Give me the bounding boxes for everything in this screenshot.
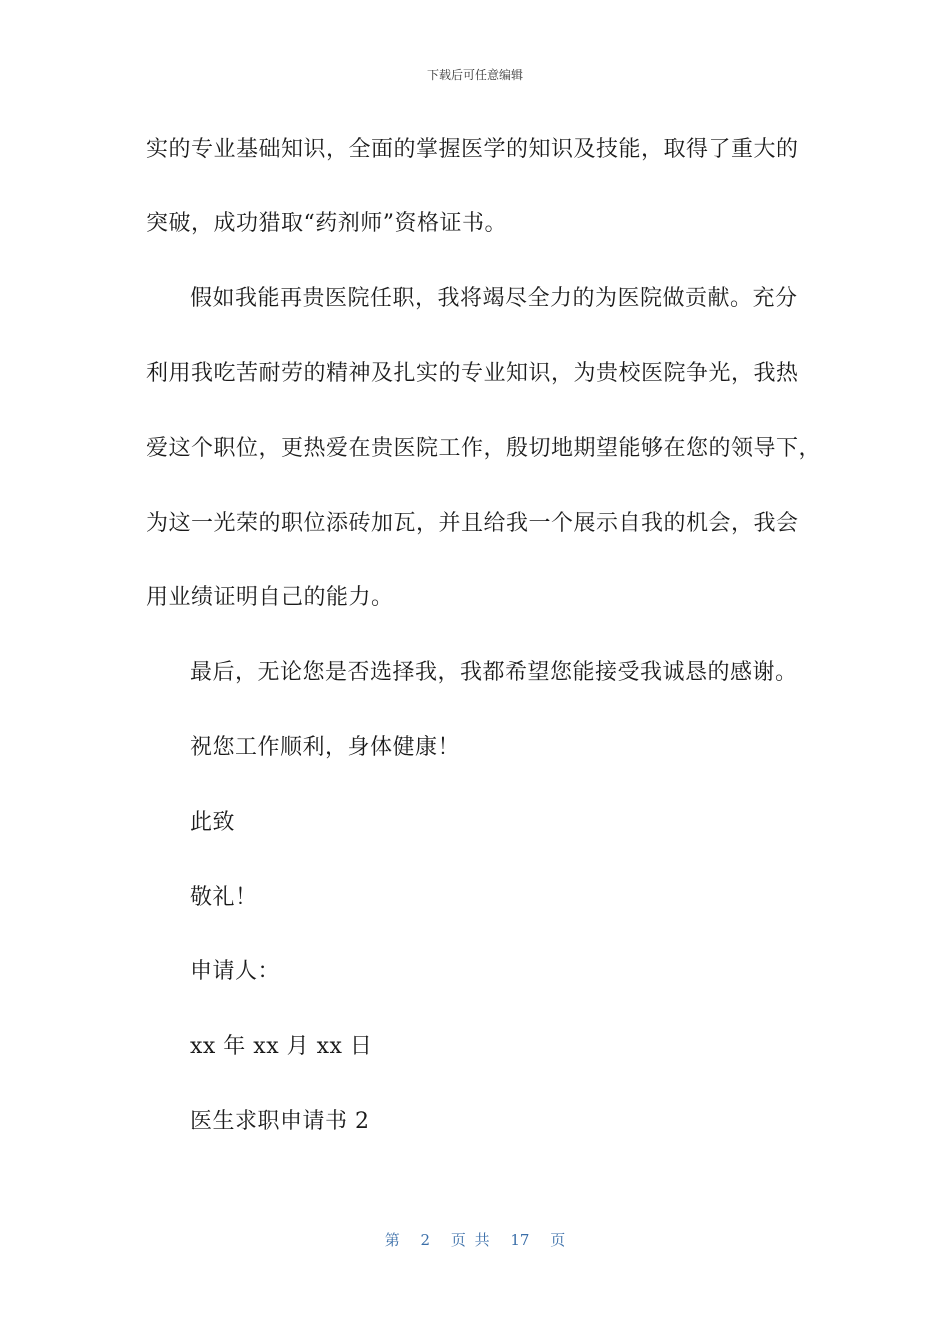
- page-header: 下载后可任意编辑: [426, 68, 523, 82]
- body-line-2: 突破，成功猎取“药剂师”资格证书。: [146, 211, 507, 236]
- footer-prefix: 第: [384, 1231, 400, 1249]
- closing-regards: 敬礼！: [190, 885, 258, 910]
- body-line-6: 为这一光荣的职位添砖加瓦，并且给我一个展示自我的机会，我会: [146, 511, 799, 536]
- section-title: 医生求职申请书 2: [190, 1109, 370, 1134]
- body-line-3: 假如我能再贵医院任职，我将竭尽全力的为医院做贡献。充分: [190, 286, 798, 311]
- footer-middle: 页 共: [450, 1231, 490, 1249]
- date-line: xx 年 xx 月 xx 日: [190, 1034, 373, 1059]
- closing-wishes: 祝您工作顺利，身体健康！: [190, 735, 461, 760]
- body-line-1: 实的专业基础知识，全面的掌握医学的知识及技能，取得了重大的: [146, 137, 799, 162]
- page-footer: [0, 1229, 950, 1250]
- closing-thanks: 最后，无论您是否选择我，我都希望您能接受我诚恳的感谢。: [190, 660, 798, 685]
- body-line-5: 爱这个职位，更热爱在贵医院工作，殷切地期望能够在您的领导下，: [146, 436, 822, 461]
- closing-salutation: 此致: [190, 810, 236, 835]
- body-line-7: 用业绩证明自己的能力。: [146, 585, 394, 610]
- applicant-label: 申请人：: [190, 959, 281, 984]
- body-line-4: 利用我吃苦耐劳的精神及扎实的专业知识，为贵校医院争光，我热: [146, 361, 799, 386]
- footer-total-pages: 17: [510, 1231, 530, 1249]
- footer-page-number: 2: [420, 1231, 431, 1249]
- footer-suffix: 页: [550, 1231, 566, 1249]
